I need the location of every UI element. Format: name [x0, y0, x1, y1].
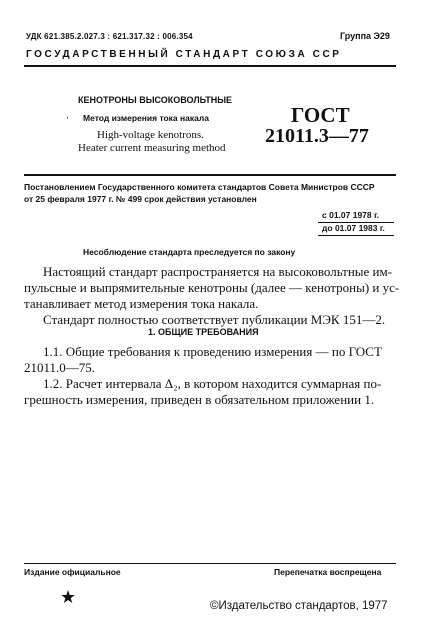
effective-from: с 01.07 1978 г. — [322, 210, 380, 220]
effective-to: до 01.07 1983 г. — [322, 223, 385, 233]
title-en-2: Heater current measuring method — [78, 142, 226, 154]
intro-p1-line1: Настоящий стандарт распространяется на высоковольтные им- — [43, 264, 393, 279]
title-en-1: High-voltage kenotrons. — [97, 129, 204, 141]
item-1-1-line2: 21011.0—75. — [24, 360, 96, 375]
reprint-forbidden: Перепечатка воспрещена — [274, 567, 382, 577]
item-1-1-line1: 1.1. Общие требования к проведению измерения — по ГОСТ — [43, 344, 382, 359]
intro-p2: Стандарт полностью соответствует публикации МЭК 151—2. — [43, 312, 386, 327]
to-date-underline — [318, 235, 394, 236]
intro-p1-line2: пульсные и выпрямительные кенотроны (далее — кенотроны) и ус- — [24, 280, 400, 295]
item-1-2-line2: грешность измерения, приведен в обязательном приложении 1. — [24, 392, 375, 407]
footer-rule — [24, 563, 396, 564]
gost-label: ГОСТ — [291, 103, 350, 127]
intro-p1-line3: танавливает метод измерения тока накала. — [24, 296, 259, 311]
publisher-line: ©Издательство стандартов, 1977 — [210, 600, 388, 612]
group-code: Группа Э29 — [340, 31, 390, 41]
section-heading: 1. ОБЩИЕ ТРЕБОВАНИЯ — [148, 327, 259, 337]
star-icon: ★ — [60, 587, 77, 608]
header-rule — [24, 65, 396, 67]
law-notice: Несоблюдение стандарта преследуется по закону — [83, 247, 296, 257]
accent-mark: ‚ — [66, 111, 69, 120]
subtitle-ru: Метод измерения тока накала — [83, 113, 209, 123]
title-ru: КЕНОТРОНЫ ВЫСОКОВОЛЬТНЫЕ — [78, 95, 233, 105]
gost-number: 21011.3—77 — [265, 125, 369, 147]
decree-line-2: от 25 февраля 1977 г. № 499 срок действия установлен — [24, 194, 257, 204]
decree-line-1: Постановлением Государственного комитета стандартов Совета Министров СССР — [24, 182, 375, 192]
title-rule — [24, 174, 396, 176]
udk-code: УДК 621.385.2.027.3 : 621.317.32 : 006.354 — [26, 32, 193, 41]
official-edition: Издание официальное — [24, 567, 121, 577]
item-1-2-line1: 1.2. Расчет интервала Δ₂, в котором находится суммарная по- — [43, 376, 382, 391]
standard-banner: ГОСУДАРСТВЕННЫЙ СТАНДАРТ СОЮЗА ССР — [26, 49, 342, 60]
